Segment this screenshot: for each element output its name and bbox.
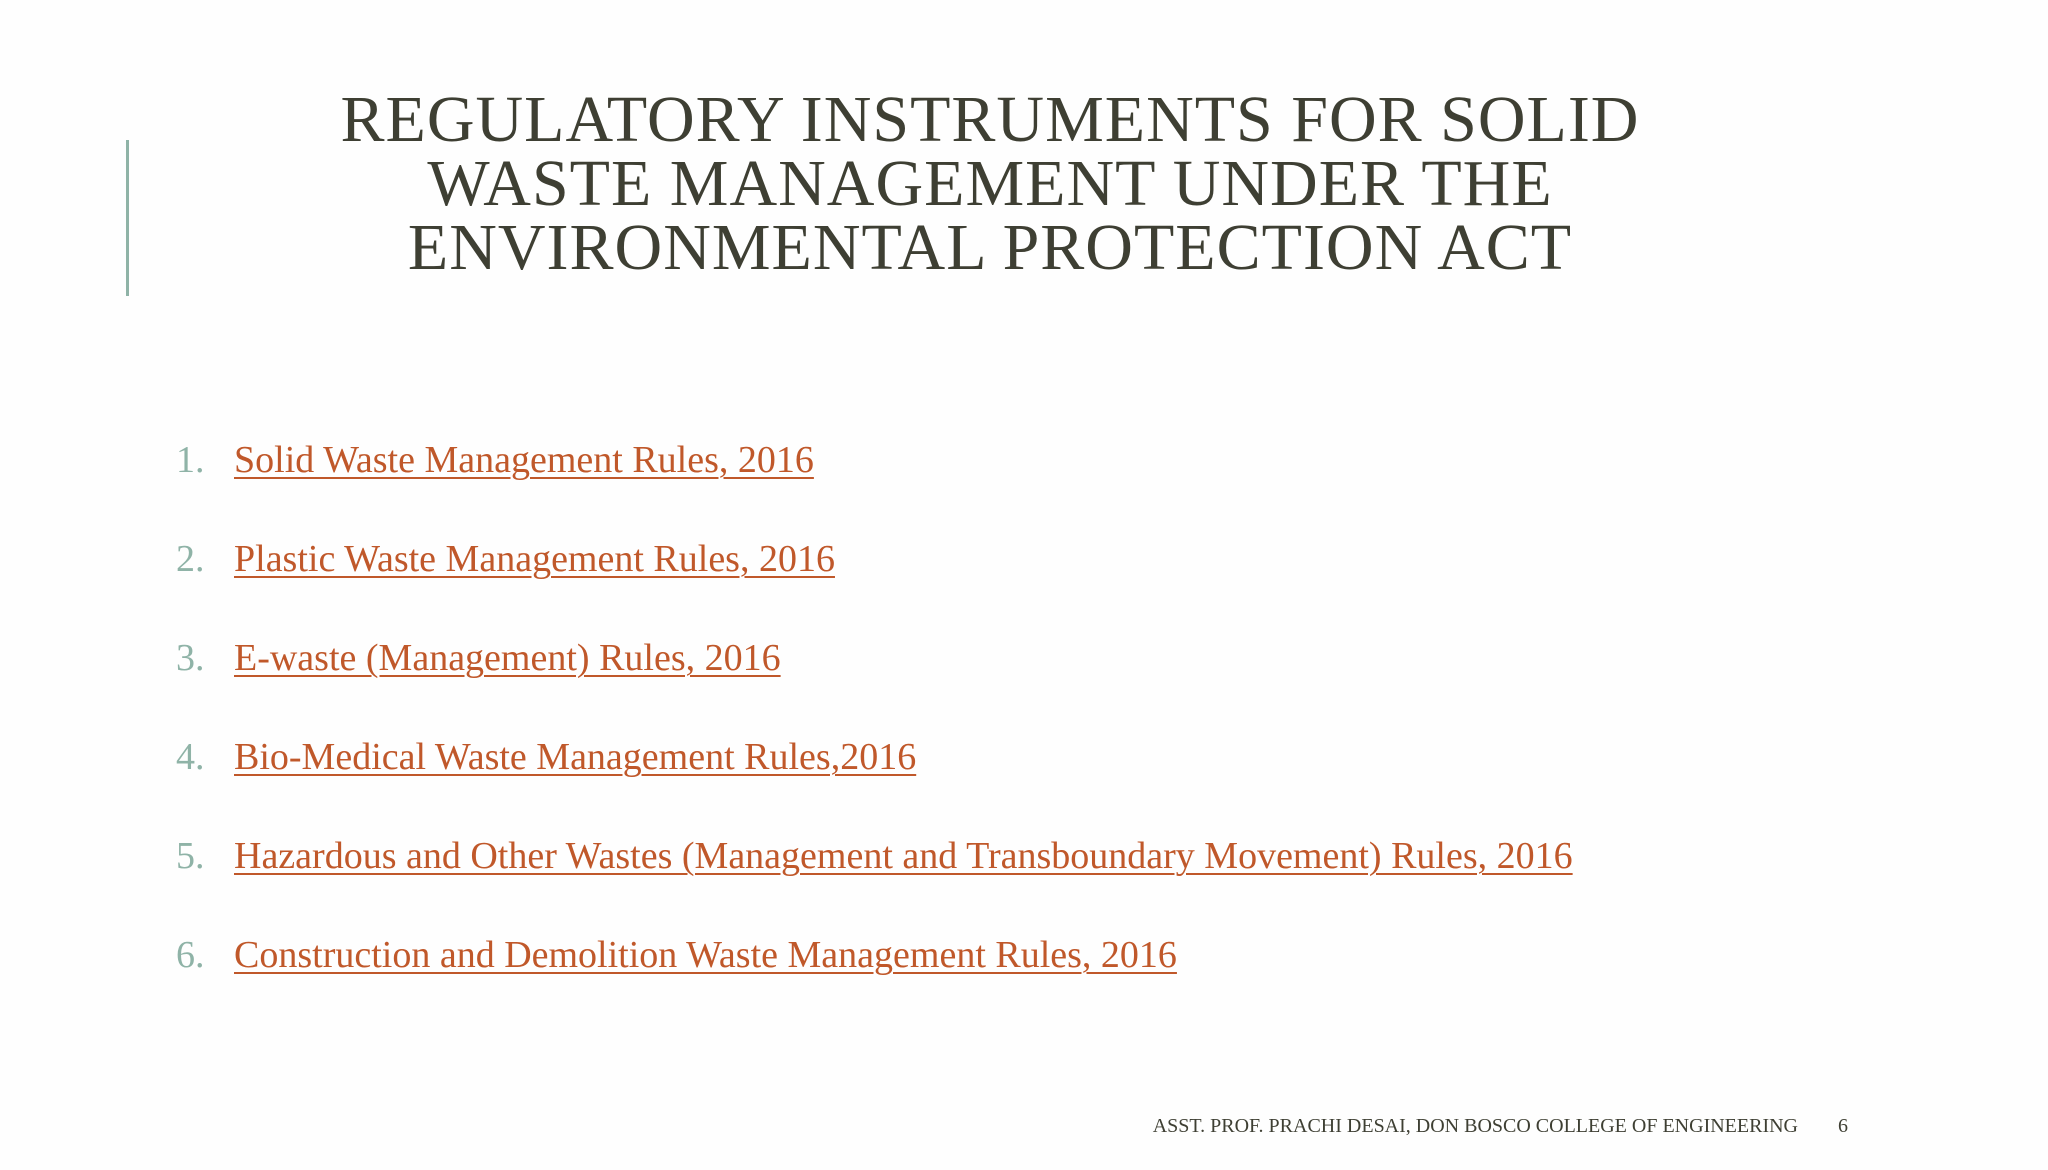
title-line: WASTE MANAGEMENT UNDER THE xyxy=(427,147,1553,220)
list-number: 4. xyxy=(176,736,205,778)
slide-footer xyxy=(1000,1115,1848,1138)
page-number: 6 xyxy=(1838,1115,1848,1137)
rules-list xyxy=(176,430,1573,1024)
list-number: 5. xyxy=(176,835,205,877)
list-number: 6. xyxy=(176,934,205,976)
list-number: 3. xyxy=(176,637,205,679)
title-line: REGULATORY INSTRUMENTS FOR SOLID xyxy=(340,83,1640,156)
footer-author: ASST. PROF. PRACHI DESAI, DON BOSCO COLLEGE OF ENGINEERING xyxy=(1152,1115,1798,1137)
rule-link-e-waste[interactable]: E-waste (Management) Rules, 2016 xyxy=(234,637,781,679)
slide-title xyxy=(230,83,1750,284)
list-item xyxy=(176,430,1573,529)
list-number: 1. xyxy=(176,439,205,481)
list-number: 2. xyxy=(176,538,205,580)
rule-link-solid-waste[interactable]: Solid Waste Management Rules, 2016 xyxy=(234,439,814,481)
title-line: ENVIRONMENTAL PROTECTION ACT xyxy=(407,211,1573,284)
rule-link-bio-medical[interactable]: Bio-Medical Waste Management Rules,2016 xyxy=(234,736,917,778)
list-item xyxy=(176,628,1573,727)
rule-link-construction-demolition[interactable]: Construction and Demolition Waste Management Rules, 2016 xyxy=(234,934,1177,976)
list-item xyxy=(176,727,1573,826)
rule-link-plastic-waste[interactable]: Plastic Waste Management Rules, 2016 xyxy=(234,538,835,580)
list-item xyxy=(176,529,1573,628)
list-item xyxy=(176,925,1573,1024)
list-item xyxy=(176,826,1573,925)
accent-bar xyxy=(126,140,129,296)
rule-link-hazardous[interactable]: Hazardous and Other Wastes (Management and Transboundary Movement) Rules, 2016 xyxy=(234,835,1573,877)
